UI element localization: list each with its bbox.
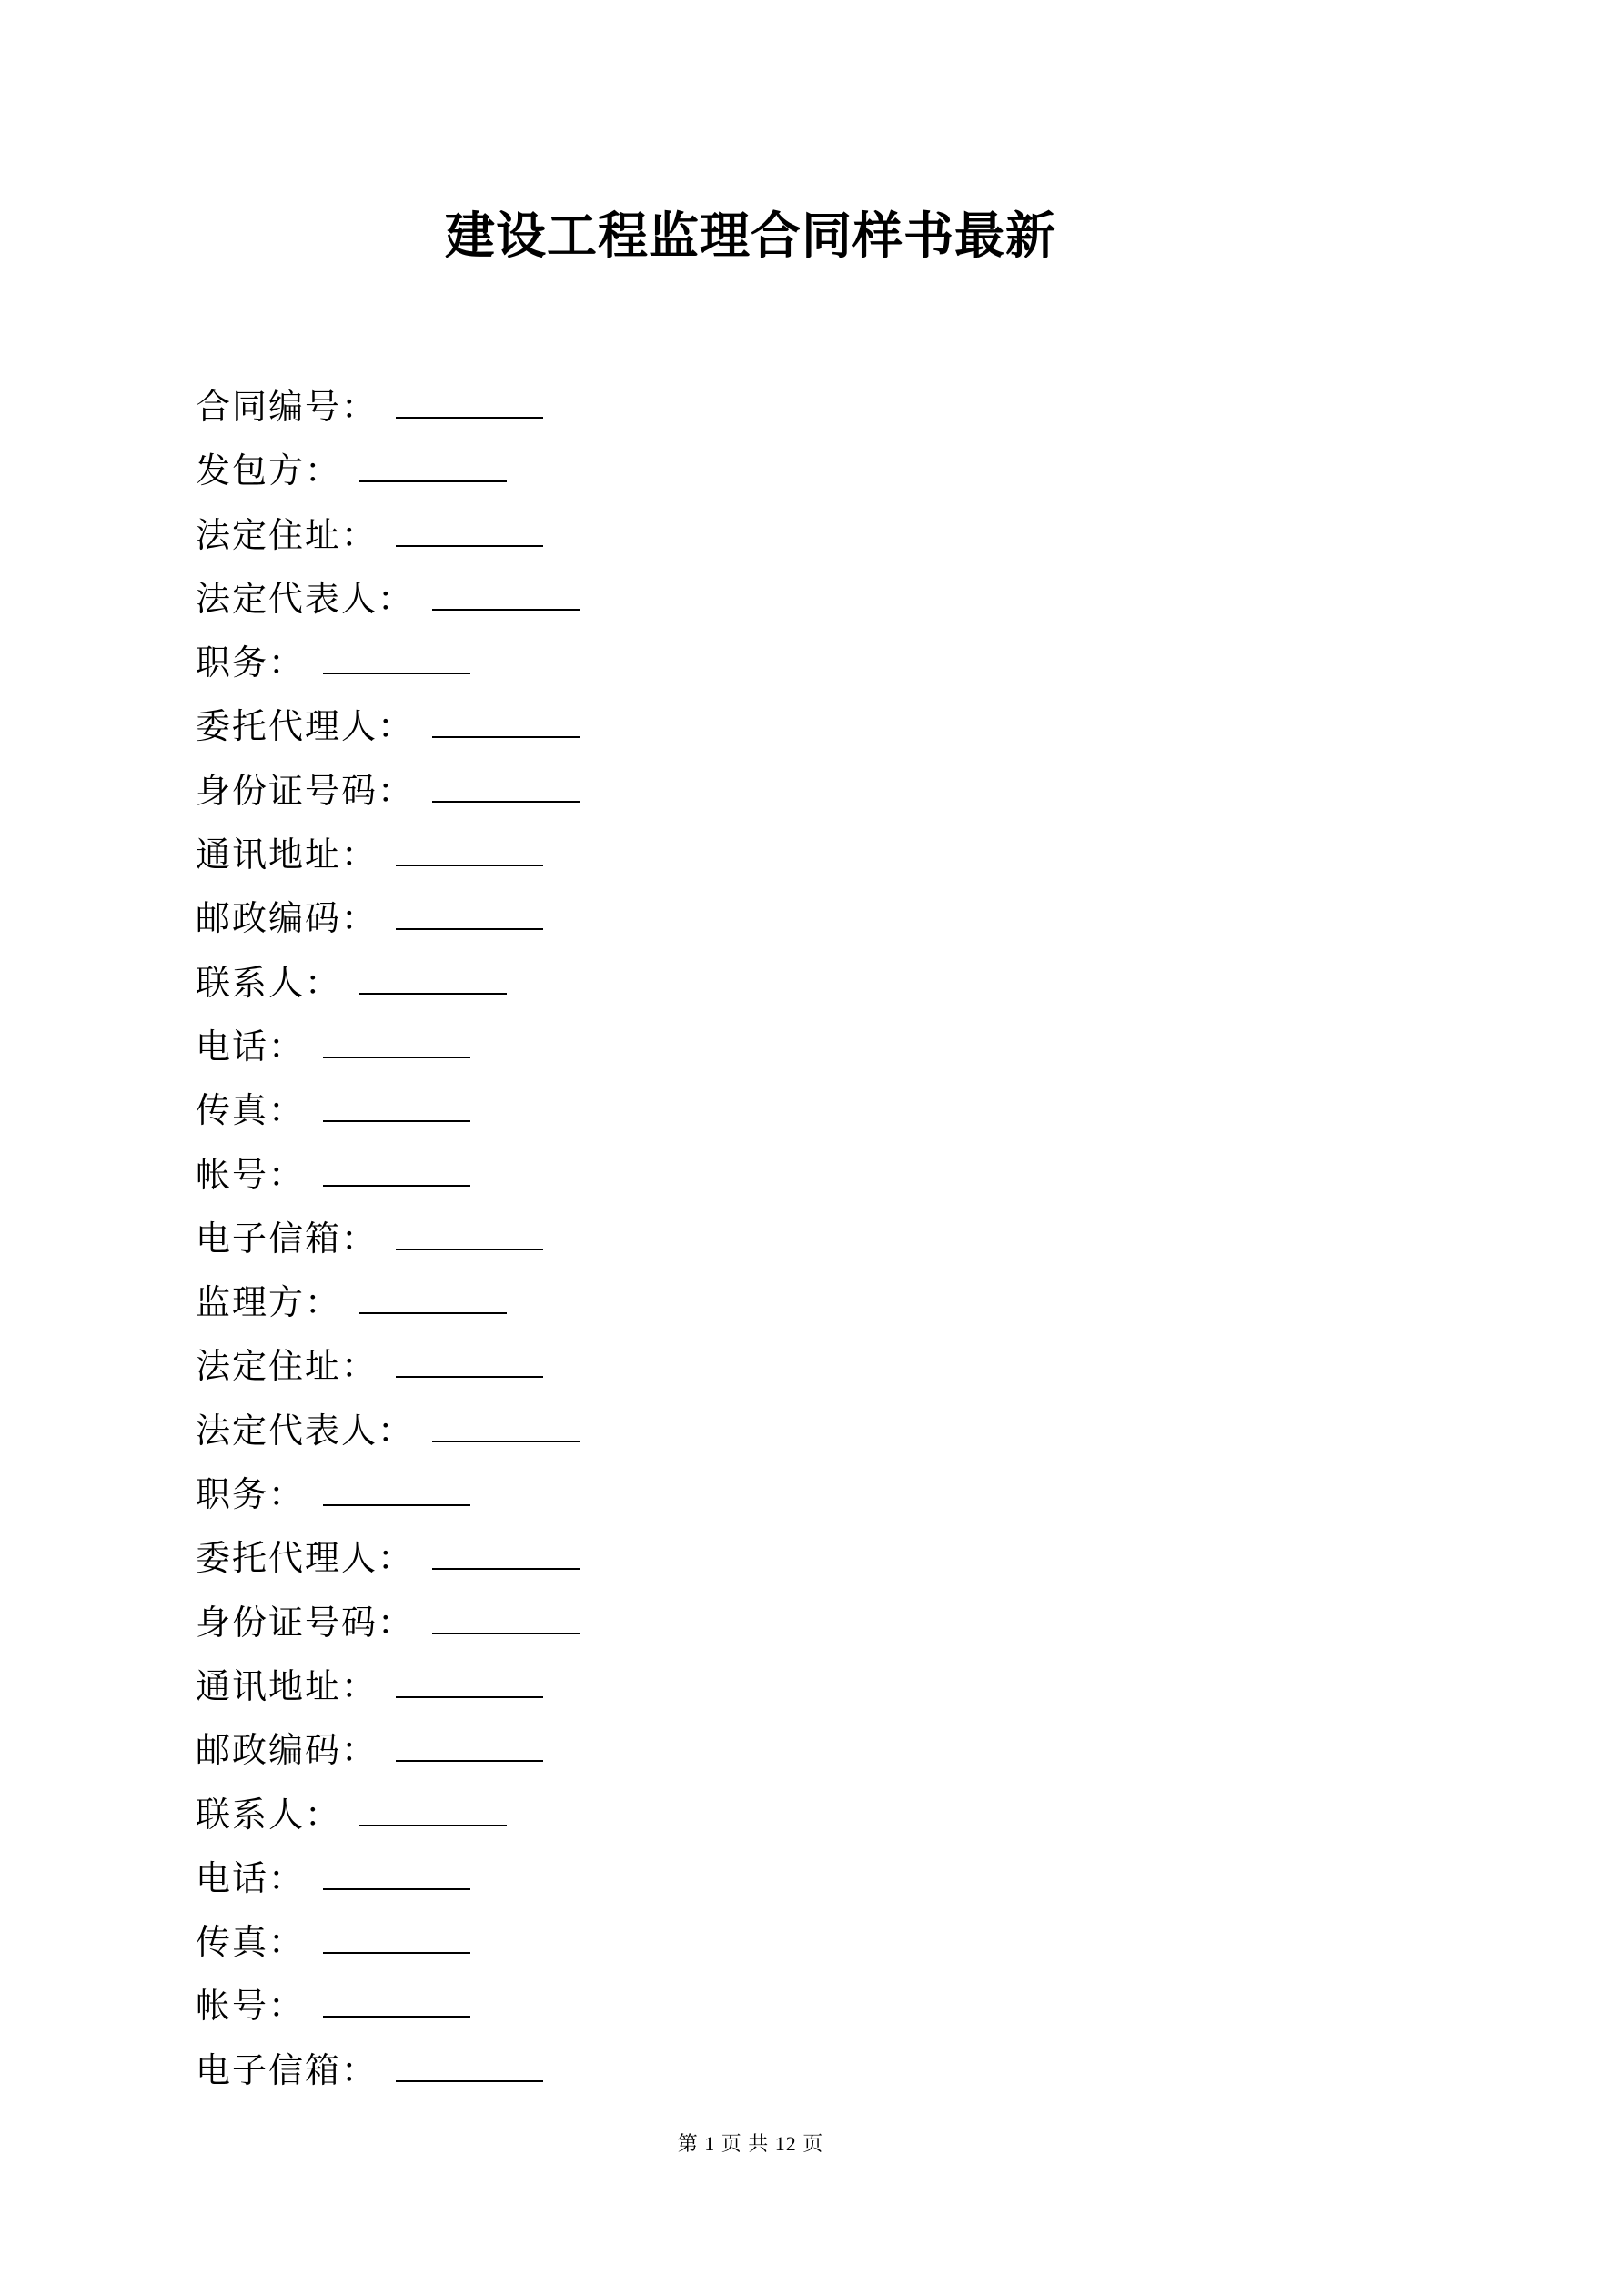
form-field-row: [196, 504, 1306, 568]
field-label: 邮政编码：: [196, 900, 378, 939]
field-label: 法定住址：: [196, 1348, 378, 1387]
field-blank-line: [396, 837, 543, 866]
form-field-row: [196, 824, 1306, 887]
field-blank-line: [432, 710, 580, 739]
field-blank-line: [359, 1797, 507, 1826]
form-field-row: [196, 1527, 1306, 1591]
form-field-row: [196, 1655, 1306, 1719]
field-blank-line: [396, 1734, 543, 1763]
form-field-row: [196, 1784, 1306, 1847]
form-field-row: [196, 1592, 1306, 1655]
field-label: 传真：: [196, 1092, 306, 1131]
field-blank-line: [323, 1989, 470, 2018]
field-blank-line: [432, 1542, 580, 1571]
field-blank-line: [323, 1094, 470, 1123]
form-field-row: [196, 1975, 1306, 2038]
field-label: 法定住址：: [196, 516, 378, 555]
field-label: 电话：: [196, 1027, 306, 1067]
field-blank-line: [323, 1029, 470, 1058]
field-blank-line: [432, 582, 580, 611]
field-label: 帐号：: [196, 1988, 306, 2027]
field-blank-line: [396, 389, 543, 419]
field-label: 邮政编码：: [196, 1732, 378, 1771]
field-blank-line: [432, 774, 580, 803]
field-blank-line: [359, 966, 507, 995]
field-blank-line: [359, 454, 507, 483]
form-field-row: [196, 1847, 1306, 1911]
field-label: 通讯地址：: [196, 836, 378, 875]
field-blank-line: [359, 1286, 507, 1315]
form-field-row: [196, 1911, 1306, 1975]
field-label: 合同编号：: [196, 389, 378, 427]
form-field-row: [196, 1719, 1306, 1783]
form-field-row: [196, 376, 1306, 440]
form-field-row: [196, 1463, 1306, 1527]
form-field-row: [196, 1335, 1306, 1399]
field-blank-line: [396, 902, 543, 931]
field-label: 委托代理人：: [196, 708, 415, 747]
field-label: 委托代理人：: [196, 1540, 415, 1579]
page-footer: 第 1 页 共 12 页: [677, 2132, 824, 2155]
form-field-row: [196, 760, 1306, 824]
field-label: 法定代表人：: [196, 1411, 415, 1451]
field-label: 传真：: [196, 1924, 306, 1963]
field-label: 联系人：: [196, 964, 342, 1003]
form-field-list: [196, 376, 1306, 2103]
form-field-row: [196, 1208, 1306, 1271]
form-field-row: [196, 1271, 1306, 1335]
field-label: 电子信箱：: [196, 2051, 378, 2090]
field-label: 帐号：: [196, 1156, 306, 1195]
field-blank-line: [323, 1861, 470, 1890]
field-blank-line: [323, 646, 470, 675]
field-blank-line: [396, 1669, 543, 1698]
field-blank-line: [432, 1413, 580, 1442]
field-blank-line: [323, 1158, 470, 1187]
field-label: 身份证号码：: [196, 772, 415, 811]
field-label: 电子信箱：: [196, 1219, 378, 1259]
field-blank-line: [432, 1605, 580, 1634]
field-label: 通讯地址：: [196, 1667, 378, 1706]
page-title: 建设工程监理合同样书最新: [444, 208, 1056, 264]
field-blank-line: [323, 1477, 470, 1506]
field-blank-line: [396, 518, 543, 547]
field-blank-line: [396, 2053, 543, 2082]
form-field-row: [196, 632, 1306, 695]
form-field-row: [196, 1144, 1306, 1208]
form-field-row: [196, 440, 1306, 503]
field-blank-line: [396, 1221, 543, 1250]
field-blank-line: [396, 1350, 543, 1379]
form-field-row: [196, 1400, 1306, 1463]
field-blank-line: [323, 1926, 470, 1955]
form-field-row: [196, 1016, 1306, 1079]
field-label: 身份证号码：: [196, 1603, 415, 1643]
field-label: 联系人：: [196, 1795, 342, 1835]
form-field-row: [196, 695, 1306, 759]
form-field-row: [196, 887, 1306, 951]
field-label: 电话：: [196, 1859, 306, 1898]
form-field-row: [196, 1079, 1306, 1143]
form-field-row: [196, 568, 1306, 632]
field-label: 职务：: [196, 644, 306, 683]
field-label: 监理方：: [196, 1284, 342, 1323]
field-label: 发包方：: [196, 452, 342, 491]
form-field-row: [196, 952, 1306, 1016]
field-label: 职务：: [196, 1476, 306, 1515]
form-field-row: [196, 2039, 1306, 2103]
field-label: 法定代表人：: [196, 580, 415, 619]
